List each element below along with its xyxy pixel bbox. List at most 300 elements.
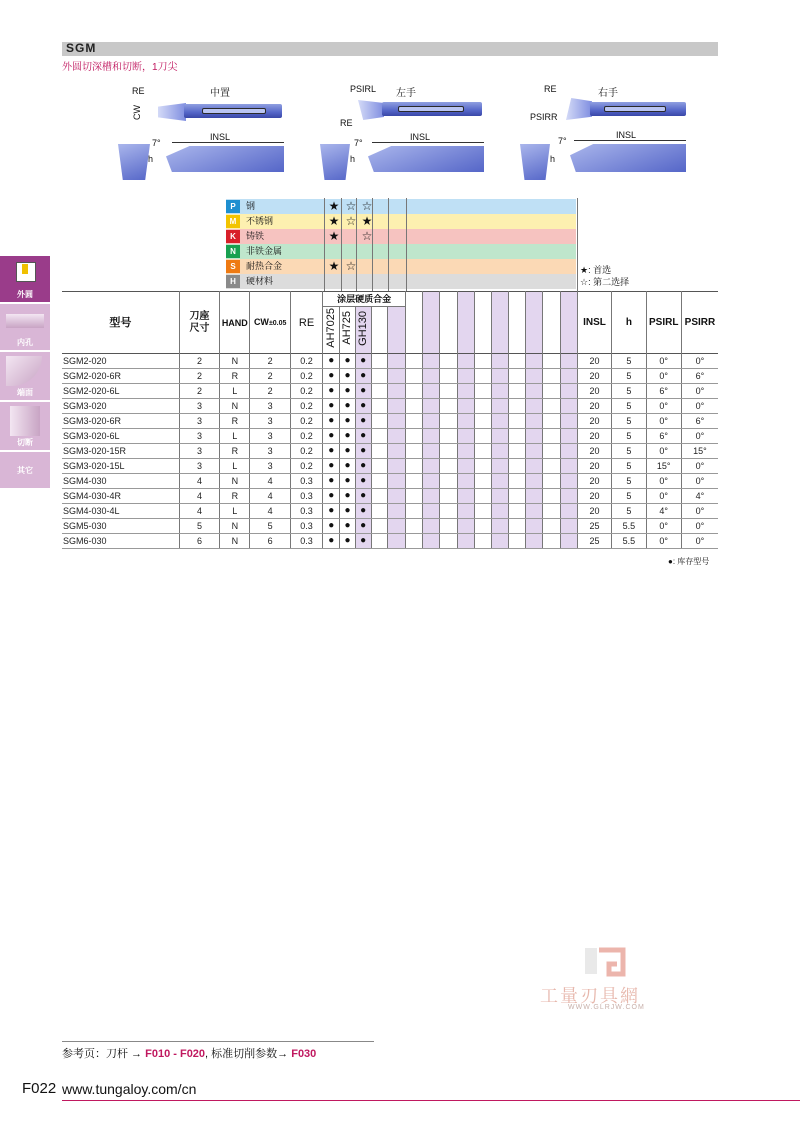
cell-hand: N	[220, 474, 250, 489]
filler	[560, 429, 577, 444]
stock-dot-icon: ●	[323, 534, 340, 549]
stock-dot-icon: ●	[355, 354, 371, 369]
filler	[543, 519, 560, 534]
filler	[371, 444, 387, 459]
filler	[560, 474, 577, 489]
legend-first-choice: ★: 首选	[580, 265, 612, 275]
reference-prefix: 参考页：刀杆 →	[62, 1048, 146, 1060]
cell-insl: 20	[577, 489, 611, 504]
filler	[560, 459, 577, 474]
watermark-text: 工量刃具網	[540, 986, 640, 1006]
filler	[406, 369, 423, 384]
cell-holder: 4	[179, 504, 219, 519]
stock-dot-icon: ●	[340, 519, 355, 534]
stock-dot-icon: ●	[355, 414, 371, 429]
filler	[543, 292, 560, 354]
col-grade-ah725	[340, 307, 355, 354]
filler	[371, 429, 387, 444]
filler	[474, 384, 491, 399]
filler	[387, 354, 405, 369]
filler	[474, 369, 491, 384]
cell-psirr: 15°	[681, 444, 718, 459]
material-row-k	[226, 229, 576, 244]
watermark-logo-icon	[583, 946, 627, 978]
footer-divider	[62, 1041, 374, 1042]
first-choice-star-icon: ★	[328, 199, 340, 213]
filler	[440, 504, 457, 519]
cell-psirl: 6°	[646, 384, 681, 399]
boring-icon	[6, 314, 44, 328]
filler	[440, 534, 457, 549]
psirr-label: PSIRR	[530, 112, 558, 122]
cell-model: SGM6-030	[62, 534, 179, 549]
cell-re: 0.2	[290, 354, 322, 369]
filler	[371, 399, 387, 414]
filler	[457, 534, 474, 549]
insert-slot	[604, 106, 666, 112]
filler	[371, 459, 387, 474]
page-number: F022	[22, 1080, 57, 1097]
filler	[474, 489, 491, 504]
first-choice-star-icon: ★	[361, 214, 373, 228]
stock-dot-icon: ●	[355, 369, 371, 384]
stock-dot-icon: ●	[340, 429, 355, 444]
cell-h: 5	[612, 489, 646, 504]
material-name: 钢	[246, 201, 256, 211]
filler	[491, 459, 508, 474]
material-code: N	[226, 245, 240, 258]
cell-hand: R	[220, 414, 250, 429]
cell-model: SGM4-030-4L	[62, 504, 179, 519]
filler	[526, 519, 543, 534]
cell-re: 0.3	[290, 474, 322, 489]
filler	[371, 384, 387, 399]
material-name: 非铁金属	[246, 246, 283, 256]
col-cw-tolerance: ±0.05	[268, 319, 287, 327]
filler	[371, 414, 387, 429]
filler	[543, 489, 560, 504]
material-name: 耐热合金	[246, 261, 283, 271]
stock-dot-icon: ●	[323, 444, 340, 459]
filler	[526, 459, 543, 474]
stock-dot-icon: ●	[323, 369, 340, 384]
filler	[387, 504, 405, 519]
material-row-h	[226, 274, 576, 289]
cell-cw: 2	[250, 384, 290, 399]
cell-psirr: 0°	[681, 519, 718, 534]
bottom-rule	[62, 1100, 800, 1101]
side-tab-cutoff[interactable]	[0, 402, 50, 450]
filler	[543, 504, 560, 519]
cell-psirr: 0°	[681, 399, 718, 414]
filler	[560, 534, 577, 549]
material-name: 铸铁	[246, 231, 265, 241]
filler	[423, 489, 440, 504]
filler	[406, 474, 423, 489]
stock-dot-icon: ●	[355, 489, 371, 504]
filler	[474, 429, 491, 444]
cell-h: 5	[612, 369, 646, 384]
material-code: H	[226, 275, 240, 288]
cell-insl: 20	[577, 444, 611, 459]
filler	[526, 534, 543, 549]
side-tab-label: 内孔	[17, 338, 33, 347]
cell-re: 0.2	[290, 384, 322, 399]
second-choice-star-icon: ☆	[345, 199, 357, 213]
table-row	[62, 384, 718, 399]
cw-label: CW	[132, 105, 142, 120]
filler	[526, 384, 543, 399]
filler	[526, 489, 543, 504]
filler	[491, 444, 508, 459]
stock-dot-icon: ●	[323, 504, 340, 519]
cell-psirr: 0°	[681, 429, 718, 444]
stock-dot-icon: ●	[340, 459, 355, 474]
cell-cw: 6	[250, 534, 290, 549]
cell-psirl: 0°	[646, 369, 681, 384]
filler	[509, 504, 526, 519]
filler	[371, 534, 387, 549]
cell-re: 0.2	[290, 444, 322, 459]
stock-dot-icon: ●	[323, 354, 340, 369]
first-choice-star-icon: ★	[328, 259, 340, 273]
filler	[371, 369, 387, 384]
grade-divider	[356, 198, 357, 292]
diagram-left-hand	[320, 80, 490, 190]
cell-re: 0.2	[290, 414, 322, 429]
filler	[457, 504, 474, 519]
filler	[423, 444, 440, 459]
filler	[457, 519, 474, 534]
table-row	[62, 444, 718, 459]
second-choice-star-icon: ☆	[345, 214, 357, 228]
filler	[474, 354, 491, 369]
stock-dot-icon: ●	[340, 414, 355, 429]
filler	[423, 429, 440, 444]
cell-psirr: 0°	[681, 534, 718, 549]
filler	[423, 519, 440, 534]
diagram-right-hand	[520, 80, 690, 190]
filler	[543, 384, 560, 399]
cell-h: 5	[612, 354, 646, 369]
material-row-p	[226, 199, 576, 214]
cell-h: 5	[612, 504, 646, 519]
cell-h: 5.5	[612, 534, 646, 549]
cell-re: 0.2	[290, 429, 322, 444]
stock-dot-icon: ●	[355, 399, 371, 414]
table-row	[62, 519, 718, 534]
filler	[509, 444, 526, 459]
cell-h: 5	[612, 429, 646, 444]
insl-label: INSL	[210, 132, 231, 142]
filler	[387, 474, 405, 489]
stock-dot-icon: ●	[340, 504, 355, 519]
table-row	[62, 354, 718, 369]
cell-model: SGM2-020	[62, 354, 179, 369]
filler	[560, 399, 577, 414]
filler	[509, 519, 526, 534]
cell-psirr: 0°	[681, 384, 718, 399]
filler	[491, 429, 508, 444]
side-tab-label: 外圆	[17, 290, 33, 299]
cell-psirr: 6°	[681, 414, 718, 429]
filler	[474, 534, 491, 549]
cell-insl: 20	[577, 474, 611, 489]
cell-hand: N	[220, 354, 250, 369]
filler	[509, 534, 526, 549]
filler	[440, 414, 457, 429]
cell-hand: R	[220, 369, 250, 384]
cell-holder: 2	[179, 384, 219, 399]
filler	[526, 444, 543, 459]
material-name: 不锈钢	[246, 216, 274, 226]
side-tab-inner[interactable]	[0, 304, 50, 350]
cell-re: 0.2	[290, 459, 322, 474]
angle-label: 7°	[354, 138, 363, 148]
filler	[491, 504, 508, 519]
filler	[387, 369, 405, 384]
filler	[526, 414, 543, 429]
filler	[371, 519, 387, 534]
cell-psirr: 4°	[681, 489, 718, 504]
reference-pages	[62, 1045, 316, 1061]
filler	[423, 384, 440, 399]
stock-dot-icon: ●	[340, 474, 355, 489]
grade-divider	[372, 198, 373, 292]
insert-side-view	[570, 144, 686, 172]
diagram-center	[130, 80, 290, 190]
filler	[387, 307, 405, 354]
filler	[543, 414, 560, 429]
stock-dot-icon: ●	[355, 429, 371, 444]
filler	[560, 504, 577, 519]
filler	[560, 384, 577, 399]
insert-head	[566, 98, 592, 120]
watermark-url: WWW.GLRJW.COM	[568, 1004, 645, 1011]
filler	[440, 444, 457, 459]
table-row	[62, 429, 718, 444]
filler	[560, 519, 577, 534]
cell-hand: L	[220, 504, 250, 519]
stock-dot-icon: ●	[340, 369, 355, 384]
filler	[371, 474, 387, 489]
filler	[560, 354, 577, 369]
filler	[371, 489, 387, 504]
stock-dot-icon: ●	[340, 444, 355, 459]
angle-label: 7°	[152, 138, 161, 148]
table-row	[62, 534, 718, 549]
stock-dot-icon: ●	[355, 444, 371, 459]
filler	[474, 504, 491, 519]
stock-dot-icon: ●	[323, 459, 340, 474]
website-url[interactable]: www.tungaloy.com/cn	[62, 1081, 197, 1097]
filler	[509, 429, 526, 444]
first-choice-star-icon: ★	[328, 229, 340, 243]
cell-insl: 20	[577, 429, 611, 444]
filler	[474, 459, 491, 474]
insert-side-view	[166, 146, 284, 172]
cell-h: 5	[612, 459, 646, 474]
h-label: h	[350, 154, 356, 164]
filler	[526, 504, 543, 519]
stock-dot-icon: ●	[355, 534, 371, 549]
watermark-logo	[583, 946, 627, 986]
stock-dot-icon: ●	[340, 489, 355, 504]
filler	[457, 489, 474, 504]
cell-psirr: 0°	[681, 354, 718, 369]
insl-label: INSL	[616, 130, 637, 140]
cell-model: SGM3-020-6L	[62, 429, 179, 444]
filler	[543, 459, 560, 474]
filler	[457, 474, 474, 489]
cell-psirl: 0°	[646, 534, 681, 549]
filler	[406, 459, 423, 474]
reference-cutting-params-page[interactable]: F030	[291, 1048, 317, 1060]
cell-psirl: 6°	[646, 429, 681, 444]
filler	[423, 474, 440, 489]
insert-head	[358, 100, 384, 120]
col-re: RE	[290, 292, 322, 354]
filler	[543, 474, 560, 489]
cell-hand: N	[220, 519, 250, 534]
cell-cw: 2	[250, 354, 290, 369]
grade-label: AH725	[341, 311, 354, 345]
filler	[560, 489, 577, 504]
filler	[457, 429, 474, 444]
insert-slot	[202, 108, 266, 114]
filler	[509, 459, 526, 474]
cell-holder: 6	[179, 534, 219, 549]
cell-psirr: 0°	[681, 459, 718, 474]
stock-dot-icon: ●	[340, 399, 355, 414]
stock-dot-icon: ●	[340, 534, 355, 549]
filler	[474, 444, 491, 459]
cell-holder: 4	[179, 474, 219, 489]
cell-model: SGM5-030	[62, 519, 179, 534]
col-hand: HAND	[220, 292, 250, 354]
stock-dot-icon: ●	[323, 414, 340, 429]
filler	[509, 354, 526, 369]
side-tab-face[interactable]	[0, 352, 50, 400]
filler	[509, 369, 526, 384]
grade-group-header: 涂层硬质合金	[323, 292, 406, 307]
filler	[440, 474, 457, 489]
filler	[387, 459, 405, 474]
filler	[440, 459, 457, 474]
filler	[457, 384, 474, 399]
section-header-bar	[62, 42, 718, 56]
filler	[406, 354, 423, 369]
insert-front-view	[520, 144, 550, 180]
material-row-s	[226, 259, 576, 274]
col-h: h	[612, 292, 646, 354]
grade-label: GH130	[357, 310, 370, 346]
cell-h: 5	[612, 444, 646, 459]
grade-divider	[341, 198, 342, 292]
material-row-m	[226, 214, 576, 229]
insert-slot	[398, 106, 464, 112]
cell-h: 5	[612, 414, 646, 429]
filler	[406, 534, 423, 549]
facing-icon	[6, 356, 42, 386]
filler	[406, 489, 423, 504]
filler	[371, 307, 387, 354]
material-code: K	[226, 230, 240, 243]
filler	[440, 489, 457, 504]
diagram-center-title: 中置	[210, 88, 230, 99]
cell-psirr: 0°	[681, 504, 718, 519]
filler	[526, 474, 543, 489]
filler	[406, 444, 423, 459]
filler	[406, 504, 423, 519]
cell-cw: 3	[250, 444, 290, 459]
cell-hand: L	[220, 429, 250, 444]
filler	[543, 399, 560, 414]
filler	[387, 384, 405, 399]
table-row	[62, 474, 718, 489]
cell-model: SGM4-030-4R	[62, 489, 179, 504]
cell-psirr: 0°	[681, 474, 718, 489]
cell-insl: 20	[577, 414, 611, 429]
filler	[509, 384, 526, 399]
cell-re: 0.3	[290, 534, 322, 549]
filler	[560, 444, 577, 459]
filler	[474, 292, 491, 354]
filler	[423, 354, 440, 369]
cell-re: 0.3	[290, 489, 322, 504]
filler	[491, 384, 508, 399]
cell-cw: 3	[250, 414, 290, 429]
filler	[457, 292, 474, 354]
table-row	[62, 459, 718, 474]
col-grade-gh130	[355, 307, 371, 354]
stock-dot-icon: ●	[323, 429, 340, 444]
filler	[543, 429, 560, 444]
filler	[509, 414, 526, 429]
reference-holder-pages[interactable]: F010 - F020	[145, 1048, 206, 1060]
cell-cw: 3	[250, 459, 290, 474]
col-grade-ah7025	[323, 307, 340, 354]
cell-re: 0.2	[290, 399, 322, 414]
stock-dot-icon: ●	[323, 474, 340, 489]
insert-icon	[22, 264, 28, 274]
col-holder	[179, 292, 219, 354]
filler	[387, 444, 405, 459]
filler	[406, 399, 423, 414]
filler	[423, 292, 440, 354]
grade-divider	[577, 198, 578, 292]
cell-psirl: 0°	[646, 399, 681, 414]
cell-model: SGM3-020-6R	[62, 414, 179, 429]
cell-cw: 2	[250, 369, 290, 384]
filler	[474, 474, 491, 489]
filler	[543, 534, 560, 549]
grade-divider	[324, 198, 325, 292]
cell-psirl: 0°	[646, 489, 681, 504]
cell-cw: 4	[250, 489, 290, 504]
cell-insl: 25	[577, 534, 611, 549]
stock-dot-icon: ●	[355, 459, 371, 474]
filler	[543, 369, 560, 384]
filler	[543, 444, 560, 459]
filler	[423, 369, 440, 384]
insl-dimension-line	[172, 142, 284, 143]
side-tab-other[interactable]	[0, 452, 50, 488]
side-tab-label: 其它	[17, 466, 33, 475]
table-row	[62, 369, 718, 384]
cell-insl: 20	[577, 384, 611, 399]
side-tab-outer[interactable]	[0, 256, 50, 302]
